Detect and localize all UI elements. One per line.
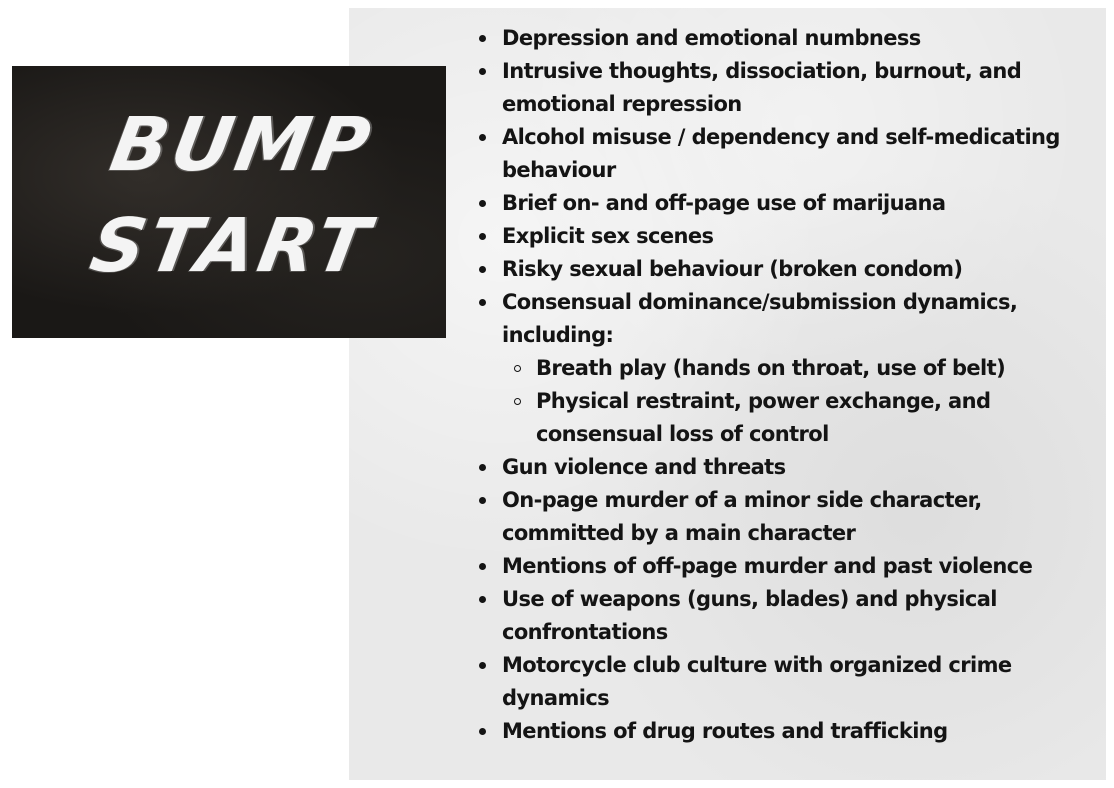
title-line-1: BUMP [104, 102, 380, 188]
warning-item: Intrusive thoughts, dissociation, burnout, and emotional repression [470, 55, 1095, 121]
warning-item: Alcohol misuse / dependency and self-medicating behaviour [470, 121, 1095, 187]
warning-item-with-sublist [470, 286, 1095, 451]
warning-item: Brief on- and off-page use of marijuana [470, 187, 1095, 220]
warning-item: Mentions of drug routes and trafficking [470, 715, 1095, 748]
sub-warning-item: Breath play (hands on throat, use of belt) [502, 352, 1095, 385]
sub-warning-item: Physical restraint, power exchange, and consensual loss of control [502, 385, 1095, 451]
warning-item-text: Consensual dominance/submission dynamics, including: [502, 290, 1018, 347]
title-line-2: START [84, 203, 380, 289]
warning-item: Gun violence and threats [470, 451, 1095, 484]
title-block [12, 66, 446, 338]
warning-item: On-page murder of a minor side character, committed by a main character [470, 484, 1095, 550]
warning-item: Motorcycle club culture with organized crime dynamics [470, 649, 1095, 715]
content-warning-list [470, 22, 1095, 748]
warning-item: Use of weapons (guns, blades) and physical confrontations [470, 583, 1095, 649]
warning-item: Risky sexual behaviour (broken condom) [470, 253, 1095, 286]
warning-item: Explicit sex scenes [470, 220, 1095, 253]
warning-sublist [502, 352, 1095, 451]
warning-item: Mentions of off-page murder and past violence [470, 550, 1095, 583]
warning-item: Depression and emotional numbness [470, 22, 1095, 55]
